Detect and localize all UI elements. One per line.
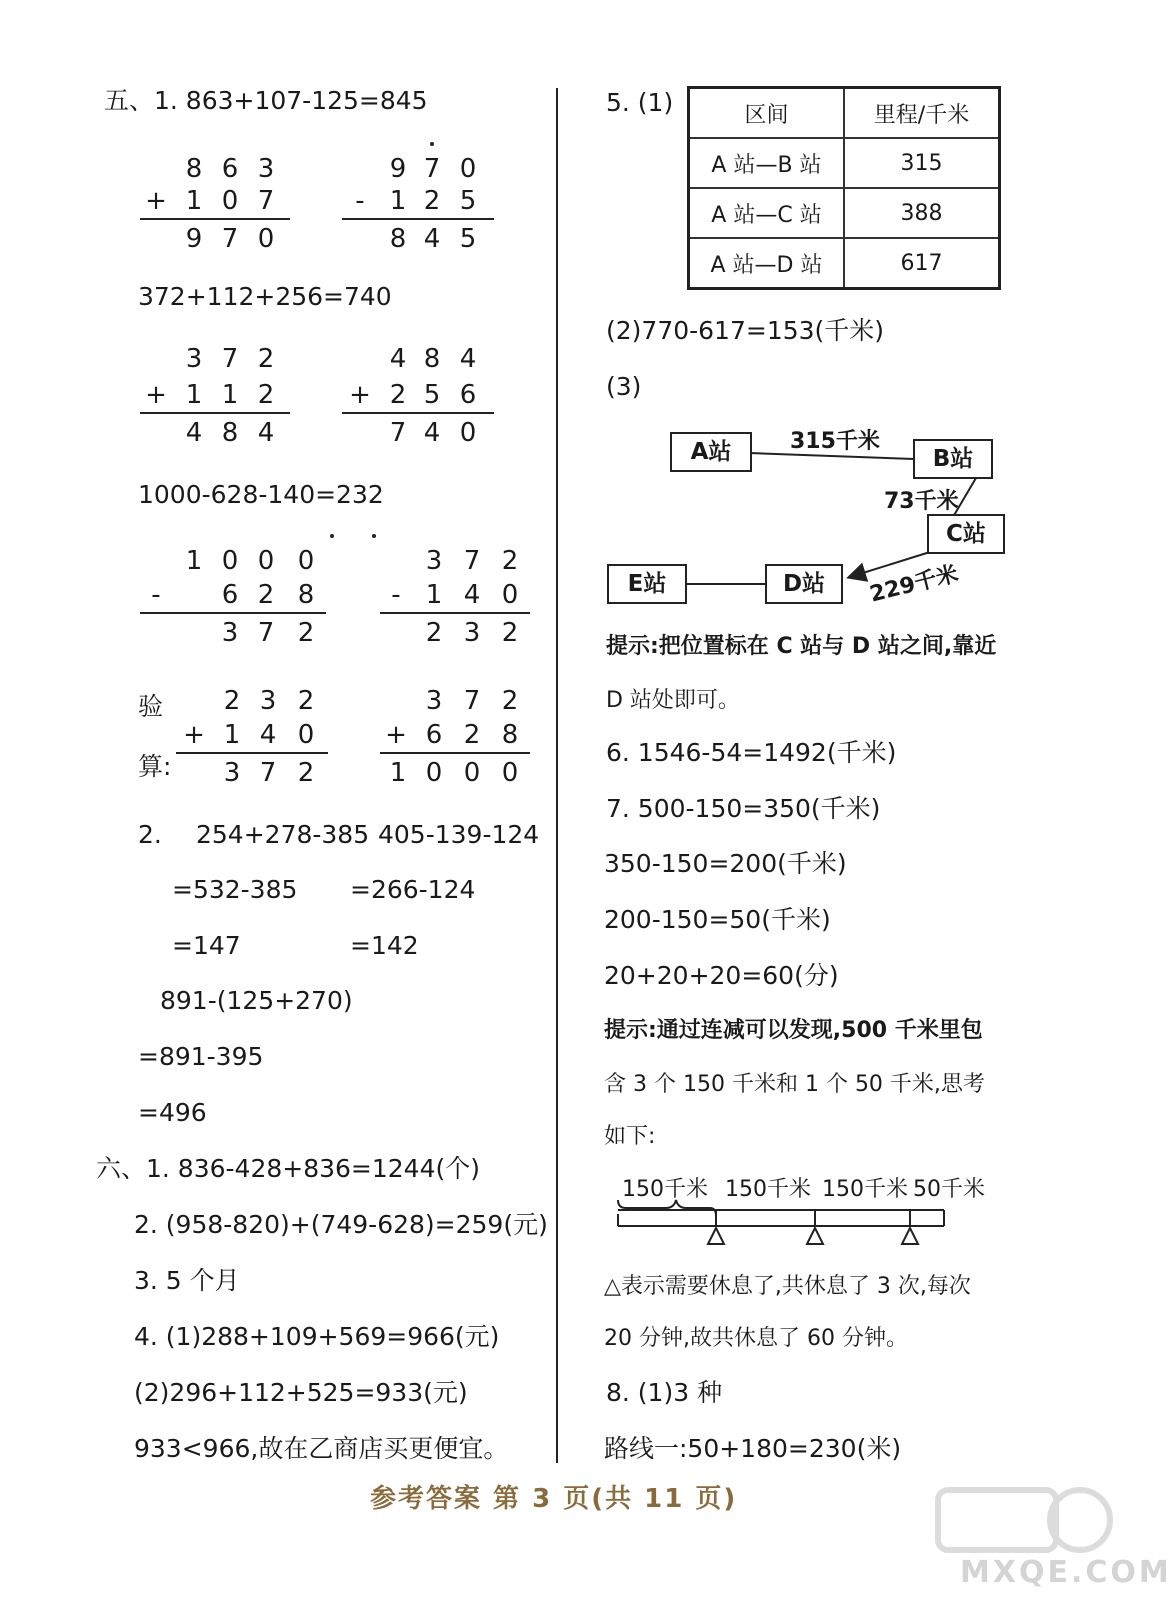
digit: 7: [463, 686, 481, 716]
digit: 5: [459, 224, 477, 254]
table-cell: 617: [844, 238, 1000, 289]
q5-part3: (3): [606, 372, 642, 401]
digit: 5: [423, 380, 441, 410]
digit: 2: [257, 580, 275, 610]
digit: 7: [463, 546, 481, 576]
station-c: C站: [927, 514, 1005, 554]
digit: 3: [425, 546, 443, 576]
table-header: 区间: [689, 88, 845, 139]
digit: 0: [463, 758, 481, 788]
hint-1-line1: 提示:把位置标在 C 站与 D 站之间,靠近: [606, 634, 997, 659]
operator: +: [385, 720, 407, 750]
section-6-q3: 3. 5 个月: [134, 1266, 240, 1295]
digit: 1: [185, 186, 203, 216]
watermark-text: MXQE.COM: [960, 1555, 1172, 1590]
digit: 2: [425, 618, 443, 648]
digit: 4: [463, 580, 481, 610]
digit: 2: [463, 720, 481, 750]
digit: 4: [185, 418, 203, 448]
operator: +: [183, 720, 205, 750]
digit: 0: [501, 580, 519, 610]
digit: 2: [389, 380, 407, 410]
section-5-eq-3: 1000-628-140=232: [138, 480, 384, 509]
digit: 1: [221, 380, 239, 410]
digit: 0: [501, 758, 519, 788]
digit: 2: [257, 380, 275, 410]
digit: 2: [297, 618, 315, 648]
check-label-1: 验: [138, 692, 164, 721]
page-footer: 参考答案 第 3 页(共 11 页): [370, 1484, 738, 1514]
q7-line3: 200-150=50(千米): [604, 905, 831, 934]
station-d: D站: [765, 564, 843, 604]
digit: 7: [257, 618, 275, 648]
digit: 7: [389, 418, 407, 448]
digit: 1: [425, 580, 443, 610]
digit: 0: [297, 720, 315, 750]
section-5-q1-header: 五、1. 863+107-125=845: [104, 86, 428, 115]
digit: 4: [389, 344, 407, 374]
station-e: E站: [607, 564, 687, 604]
digit: 0: [221, 546, 239, 576]
digit: 7: [221, 224, 239, 254]
q2-a-line2: =532-385: [172, 875, 298, 904]
table-cell: A 站—B 站: [689, 138, 845, 188]
q2-a-line3: =147: [172, 931, 241, 960]
operator: -: [355, 186, 365, 216]
hint-1-line2: D 站处即可。: [606, 688, 740, 713]
digit: 2: [297, 758, 315, 788]
q2-b-line2: =266-124: [350, 875, 476, 904]
q6-answer: 6. 1546-54=1492(千米): [606, 738, 897, 767]
q2-c-line2: =891-395: [138, 1042, 264, 1071]
hint-3-line1: △表示需要休息了,共休息了 3 次,每次: [604, 1274, 971, 1299]
digit: 8: [221, 418, 239, 448]
digit: 3: [463, 618, 481, 648]
digit: 3: [185, 344, 203, 374]
q2-c-line1: 891-(125+270): [160, 986, 353, 1015]
digit: 1: [185, 380, 203, 410]
digit: 7: [259, 758, 277, 788]
section-6-q2: 2. (958-820)+(749-628)=259(元): [134, 1210, 548, 1239]
station-a: A站: [670, 432, 752, 472]
digit: 1: [185, 546, 203, 576]
digit: 0: [459, 154, 477, 184]
segment-label: 50千米: [913, 1177, 985, 1202]
digit: 2: [501, 546, 519, 576]
q5-part2: (2)770-617=153(千米): [606, 316, 885, 345]
hint-2-line2: 含 3 个 150 千米和 1 个 50 千米,思考: [604, 1072, 985, 1097]
table-cell: 315: [844, 138, 1000, 188]
q2-a-line1: 254+278-385: [196, 820, 370, 849]
hint-2-line1: 提示:通过连减可以发现,500 千米里包: [604, 1018, 983, 1043]
result-line: [176, 752, 328, 754]
digit: 4: [257, 418, 275, 448]
digit: 4: [423, 418, 441, 448]
q2-b-line3: =142: [350, 931, 419, 960]
digit: 6: [459, 380, 477, 410]
digit: 1: [389, 758, 407, 788]
section-6-q1: 六、1. 836-428+836=1244(个): [96, 1154, 480, 1183]
digit: 4: [423, 224, 441, 254]
digit: 2: [257, 344, 275, 374]
digit: 2: [501, 686, 519, 716]
segment-label: 150千米: [725, 1177, 811, 1202]
operator: +: [349, 380, 371, 410]
digit: 7: [257, 186, 275, 216]
digit: 8: [501, 720, 519, 750]
distance-label-bc: 73千米: [884, 489, 959, 514]
digit: 8: [423, 344, 441, 374]
digit: 0: [459, 418, 477, 448]
q8-route1: 路线一:50+180=230(米): [604, 1434, 902, 1463]
digit: 4: [259, 720, 277, 750]
distance-label-ab: 315千米: [790, 429, 880, 454]
digit: 3: [223, 758, 241, 788]
q7-line4: 20+20+20=60(分): [604, 961, 839, 990]
q2-label: 2.: [138, 820, 162, 849]
digit: 6: [221, 580, 239, 610]
table-header: 里程/千米: [844, 88, 1000, 139]
digit: 0: [257, 546, 275, 576]
rest-triangle: [902, 1228, 918, 1244]
q7-line2: 350-150=200(千米): [604, 849, 847, 878]
segment-label: 150千米: [822, 1177, 908, 1202]
digit: 0: [425, 758, 443, 788]
q5-label: 5. (1): [606, 88, 674, 117]
operator: +: [145, 380, 167, 410]
hint-2-line3: 如下:: [604, 1124, 656, 1149]
q7-line1: 7. 500-150=350(千米): [606, 794, 881, 823]
operator: -: [391, 580, 401, 610]
digit: 2: [297, 686, 315, 716]
table-cell: 388: [844, 188, 1000, 238]
digit: 8: [389, 224, 407, 254]
result-line: [380, 752, 530, 754]
section-6-q4-2: (2)296+112+525=933(元): [134, 1378, 468, 1407]
digit: 8: [297, 580, 315, 610]
distance-label-cd: 229千米: [867, 561, 961, 608]
digit: 7: [221, 344, 239, 374]
q2-b-line1: 405-139-124: [378, 820, 540, 849]
digit: 2: [423, 186, 441, 216]
digit: 6: [425, 720, 443, 750]
section-5-eq-2: 372+112+256=740: [138, 282, 392, 311]
digit: 4: [459, 344, 477, 374]
table-cell: A 站—C 站: [689, 188, 845, 238]
operator: -: [151, 580, 161, 610]
rest-triangle: [807, 1228, 823, 1244]
check-label-2: 算:: [138, 752, 172, 781]
digit: 3: [425, 686, 443, 716]
digit: 3: [259, 686, 277, 716]
digit: 2: [223, 686, 241, 716]
section-6-q4-conclusion: 933<966,故在乙商店买更便宜。: [134, 1434, 509, 1463]
digit: 9: [389, 154, 407, 184]
digit: 3: [257, 154, 275, 184]
digit: 3: [221, 618, 239, 648]
hint-3-line2: 20 分钟,故共休息了 60 分钟。: [604, 1326, 908, 1351]
digit: 0: [257, 224, 275, 254]
digit: 7: [423, 154, 441, 184]
digit: 5: [459, 186, 477, 216]
digit: 8: [185, 154, 203, 184]
segment-label: 150千米: [622, 1177, 708, 1202]
digit: 0: [297, 546, 315, 576]
rest-triangle: [708, 1228, 724, 1244]
table-cell: A 站—D 站: [689, 238, 845, 289]
operator: +: [145, 186, 167, 216]
digit: 2: [501, 618, 519, 648]
digit: 1: [389, 186, 407, 216]
segment-brace-diagram: [610, 1198, 960, 1254]
digit: 1: [223, 720, 241, 750]
q8-part1: 8. (1)3 种: [606, 1378, 723, 1407]
digit: 0: [221, 186, 239, 216]
digit: 9: [185, 224, 203, 254]
digit: 6: [221, 154, 239, 184]
station-b: B站: [913, 439, 993, 479]
q2-c-line3: =496: [138, 1098, 207, 1127]
section-6-q4-1: 4. (1)288+109+569=966(元): [134, 1322, 500, 1351]
